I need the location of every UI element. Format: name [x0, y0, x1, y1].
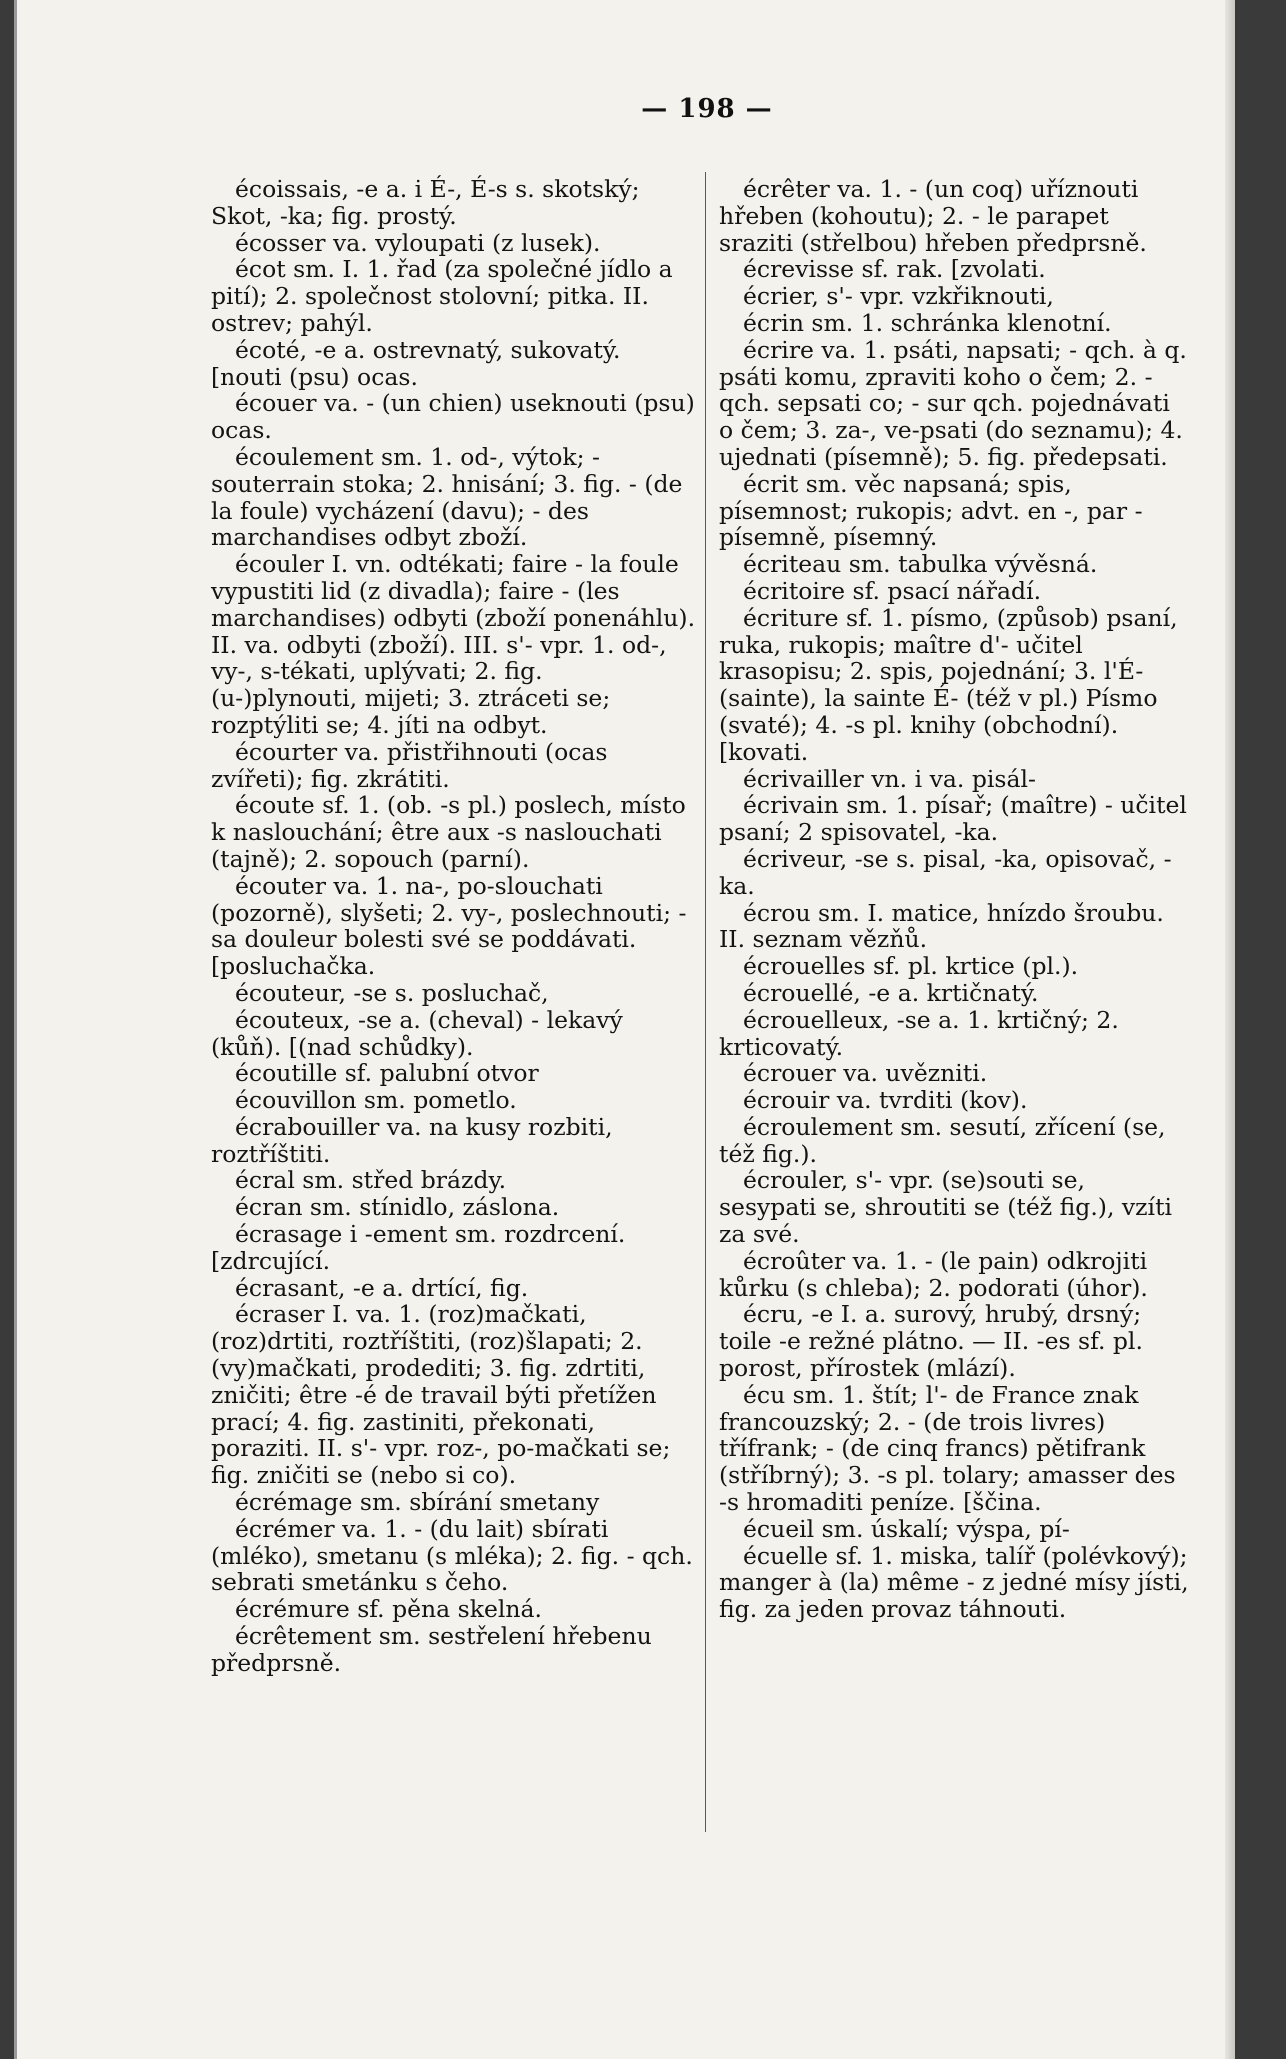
dictionary-entry: écouter va. 1. na-, po-slouchati (pozorně), slyšeti; 2. vy-, poslechnouti; - sa douleur bolesti své se poddávati. [posluchačka.: [211, 871, 687, 981]
dictionary-entry: écrou sm. I. matice, hnízdo šroubu. II. seznam vězňů.: [719, 898, 1164, 954]
dictionary-entry: écourter va. přistřihnouti (ocas zvířeti); fig. zkrátiti.: [211, 737, 608, 793]
dictionary-entry: écoutille sf. palubní otvor: [235, 1059, 539, 1088]
dictionary-entry: écouteur, -se s. posluchač,: [235, 978, 549, 1007]
dictionary-entry: écoute sf. 1. (ob. -s pl.) poslech, místo k naslouchání; être aux -s naslouchati (tajně); 2. sopouch (parní).: [211, 791, 686, 873]
dictionary-entry: écoissais, -e a. i É-, É-s s. skotský; Skot, -ka; fig. prostý.: [211, 175, 640, 230]
dictionary-entry: écouer va. - (un chien) useknouti (psu) ocas.: [211, 389, 695, 445]
dictionary-entry: écrémage sm. sbírání smetany: [235, 1488, 600, 1517]
dictionary-entry: écriteau sm. tabulka vývěsná.: [743, 550, 1098, 579]
dictionary-page: [14, 0, 1235, 2059]
dictionary-entry: écrasage i -ement sm. rozdrcení. [zdrcující.: [211, 1220, 626, 1275]
column-divider: [705, 172, 706, 1832]
dictionary-entry: écouler I. vn. odtékati; faire - la foule vypustiti lid (z divadla); faire - (les marchandises) odbyti (zboží ponenáhlu). II. va. odbyti (zboží). III. s'- vpr. 1. od-, vy-, s-tékati, uplývati; 2. fig. (u-)plynouti, mijeti; 3. ztráceti se; rozptýliti se; 4. jíti na odbyt.: [211, 550, 696, 739]
dictionary-entry: écrouelles sf. pl. krtice (pl.).: [743, 952, 1079, 981]
dictionary-entry: écraser I. va. 1. (roz)mačkati, (roz)drtiti, roztříštiti, (roz)šlapati; 2. (vy)mačkati, prodediti; 3. fig. zdrtiti, zničiti; être -é de travail býti přetížen prací; 4. fig. zastiniti, překonati, poraziti. II. s'- vpr. roz-, po-mačkati se; fig. zničiti se (nebo si co).: [211, 1300, 671, 1490]
dictionary-entry: écrémure sf. pěna skelná.: [235, 1595, 543, 1624]
dictionary-entry: écrire va. 1. psáti, napsati; - qch. à q. psáti komu, zpraviti koho o čem; 2. - qch. sepsati co; - sur qch. pojednávati o čem; 3. za-, ve-psati (do seznamu); 4. ujednati (písemně); 5. fig. předepsati.: [719, 335, 1187, 471]
dictionary-entry: écriture sf. 1. písmo, (způsob) psaní, ruka, rukopis; maître d'- učitel krasopisu; 2. spis, pojednání; 3. l'É- (sainte), la sainte É- (též v pl.) Písmo (svaté); 4. -s pl. knihy (obchodní). [kovati.: [719, 603, 1178, 766]
dictionary-entry: écueil sm. úskalí; výspa, pí-: [743, 1514, 1070, 1543]
page-number: — 198 —: [641, 94, 773, 124]
dictionary-entry: écu sm. 1. štít; l'- de France znak francouzský; 2. - (de trois livres) třífrank; - (de cinq francs) pětifrank (stříbrný); 3. -s pl. tolary; amasser des -s hromaditi peníze. [ščina.: [719, 1380, 1176, 1517]
left-column: [211, 176, 696, 1677]
dictionary-entry: écrêtement sm. sestřelení hřebenu předprsně.: [211, 1622, 652, 1677]
dictionary-entry: écrasant, -e a. drtící, fig.: [235, 1273, 529, 1302]
dictionary-entry: écrevisse sf. rak. [zvolati.: [743, 255, 1046, 284]
dictionary-entry: écot sm. I. 1. řad (za společné jídlo a pití); 2. společnost stolovní; pitka. II. ostrev; pahýl.: [211, 255, 673, 337]
dictionary-entry: écouvillon sm. pometlo.: [235, 1086, 517, 1115]
dictionary-entry: écosser va. vyloupati (z lusek).: [235, 228, 601, 257]
dictionary-entry: écrêter va. 1. - (un coq) uříznouti hřeben (kohoutu); 2. - le parapet sraziti (střelbou) hřeben předprsně.: [719, 175, 1147, 257]
dictionary-entry: écrabouiller va. na kusy rozbiti, roztříštiti.: [211, 1112, 613, 1168]
dictionary-entry: écrin sm. 1. schránka klenotní.: [743, 308, 1112, 337]
dictionary-entry: écrouir va. tvrditi (kov).: [743, 1086, 1028, 1115]
dictionary-entry: écoulement sm. 1. od-, výtok; - souterrain stoka; 2. hnisání; 3. fig. - (de la foule) vycházení (davu); - des marchandises odbyt zboží.: [211, 442, 683, 552]
dictionary-entry: écrivailler vn. i va. pisál-: [743, 764, 1036, 793]
dictionary-entry: écouteux, -se a. (cheval) - lekavý (kůň). [(nad schůdky).: [211, 1005, 623, 1061]
dictionary-entry: écru, -e I. a. surový, hrubý, drsný; toile -e režné plátno. — II. -es sf. pl. porost, přírostek (mlází).: [719, 1300, 1143, 1383]
dictionary-entry: écran sm. stínidlo, záslona.: [235, 1193, 560, 1222]
dictionary-entry: écrouellé, -e a. krtičnatý.: [743, 978, 1039, 1007]
dictionary-entry: écuelle sf. 1. miska, talíř (polévkový); manger à (la) même - z jedné mísy jísti, fig. za jeden provaz táhnouti.: [719, 1541, 1189, 1624]
dictionary-entry: écritoire sf. psací nářadí.: [743, 576, 1042, 605]
dictionary-entry: écrouer va. uvězniti.: [743, 1059, 988, 1088]
dictionary-entry: écrémer va. 1. - (du lait) sbírati (mléko), smetanu (s mléka); 2. fig. - qch. sebrati smetánku s čeho.: [211, 1514, 693, 1597]
dictionary-entry: écriveur, -se s. pisal, -ka, opisovač, -ka.: [719, 844, 1172, 900]
dictionary-entry: écroûter va. 1. - (le pain) odkrojiti kůrku (s chleba); 2. podorati (úhor).: [719, 1246, 1148, 1302]
dictionary-entry: écrier, s'- vpr. vzkřiknouti,: [743, 282, 1054, 311]
dictionary-entry: écrit sm. věc napsaná; spis, písemnost; rukopis; advt. en -, par - písemně, písemný.: [719, 469, 1143, 552]
dictionary-entry: écral sm. střed brázdy.: [235, 1166, 507, 1195]
dictionary-entry: écrivain sm. 1. písař; (maître) - učitel psaní; 2 spisovatel, -ka.: [719, 791, 1187, 847]
dictionary-entry: écroulement sm. sesutí, zřícení (se, též fig.).: [719, 1112, 1166, 1168]
dictionary-entry: écoté, -e a. ostrevnatý, sukovatý. [nouti (psu) ocas.: [211, 335, 621, 391]
right-column: [719, 176, 1189, 1623]
dictionary-entry: écrouelleux, -se a. 1. krtičný; 2. krticovatý.: [719, 1005, 1119, 1061]
dictionary-entry: écrouler, s'- vpr. (se)souti se, sesypati se, shroutiti se (též fig.), vzíti za své.: [719, 1166, 1173, 1249]
